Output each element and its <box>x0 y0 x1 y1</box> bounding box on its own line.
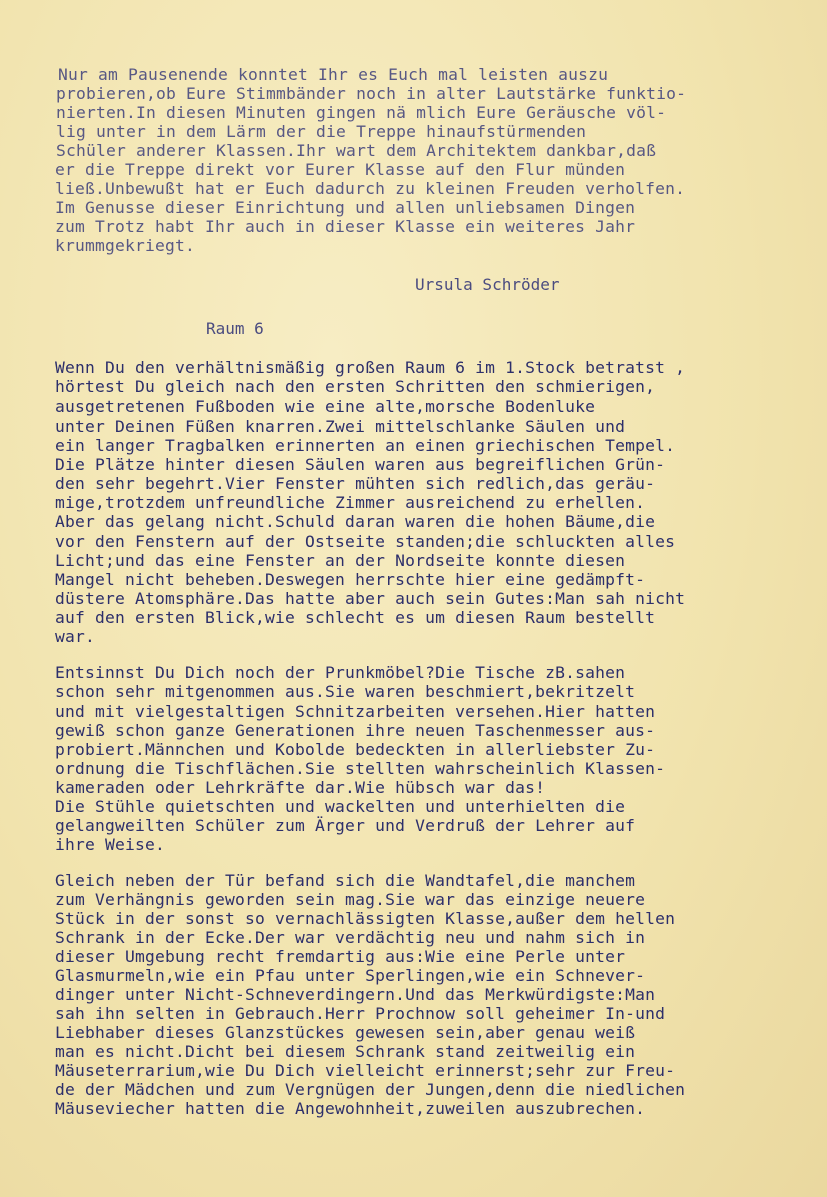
author-signature: Ursula Schröder <box>415 275 560 294</box>
text-line: Schrank in der Ecke.Der war verdächtig neu und nahm sich in <box>55 928 646 947</box>
text-line: mige,trotzdem unfreundliche Zimmer ausreichend zu erhellen. <box>55 493 646 512</box>
text-line: Gleich neben der Tür befand sich die Wandtafel,die manchem <box>55 871 636 890</box>
section-heading: Raum 6 <box>206 319 264 338</box>
text-line: ein langer Tragbalken erinnerten an einen griechischen Tempel. <box>55 436 676 455</box>
text-line: schon sehr mitgenommen aus.Sie waren beschmiert,bekritzelt <box>55 682 636 701</box>
text-line: ausgetretenen Fußboden wie eine alte,morsche Bodenluke <box>55 397 596 416</box>
text-line: ordnung die Tischflächen.Sie stellten wahrscheinlich Klassen- <box>55 759 666 778</box>
text-line: hörtest Du gleich nach den ersten Schritten den schmierigen, <box>55 377 656 396</box>
text-line: Die Plätze hinter diesen Säulen waren aus begreiflichen Grün- <box>55 455 666 474</box>
text-line: Liebhaber dieses Glanzstückes gewesen sein,aber genau weiß <box>55 1023 636 1042</box>
text-line: Stück in der sonst so vernachlässigten Klasse,außer dem hellen <box>55 909 676 928</box>
text-line: vor den Fenstern auf der Ostseite standen;die schluckten alles <box>55 532 676 551</box>
text-line: Wenn Du den verhältnismäßig großen Raum 6 im 1.Stock betratst , <box>55 358 686 377</box>
text-line: kameraden oder Lehrkräfte dar.Wie hübsch war das! <box>55 778 546 797</box>
text-line: zum Verhängnis geworden sein mag.Sie war das einzige neuere <box>55 890 646 909</box>
text-line: Licht;und das eine Fenster an der Nordseite konnte diesen <box>55 551 626 570</box>
text-line: er die Treppe direkt vor Eurer Klasse auf den Flur münden <box>55 160 626 179</box>
text-line: dieser Umgebung recht fremdartig aus:Wie eine Perle unter <box>55 947 626 966</box>
text-line: lig unter in dem Lärm der die Treppe hinaufstürmenden <box>56 122 587 141</box>
text-line: Mäuseviecher hatten die Angewohnheit,zuweilen auszubrechen. <box>55 1099 646 1118</box>
text-line: Im Genusse dieser Einrichtung und allen unliebsamen Dingen <box>55 198 636 217</box>
text-line: Mangel nicht beheben.Deswegen herrschte hier eine gedämpft- <box>55 570 646 589</box>
text-line: nierten.In diesen Minuten gingen nä mlich Eure Geräusche völ- <box>56 103 667 122</box>
text-line: Schüler anderer Klassen.Ihr wart dem Architektem dankbar,daß <box>56 141 657 160</box>
text-line: ihre Weise. <box>55 835 166 854</box>
text-line: zum Trotz habt Ihr auch in dieser Klasse ein weiteres Jahr <box>55 217 636 236</box>
text-line: probieren,ob Eure Stimmbänder noch in alter Lautstärke funktio- <box>56 84 687 103</box>
text-line: düstere Atomsphäre.Das hatte aber auch sein Gutes:Man sah nicht <box>55 589 686 608</box>
text-line: Die Stühle quietschten und wackelten und unterhielten die <box>55 797 626 816</box>
text-line: sah ihn selten in Gebrauch.Herr Prochnow soll geheimer In-und <box>55 1004 666 1023</box>
text-line: Entsinnst Du Dich noch der Prunkmöbel?Die Tische zB.sahen <box>55 663 626 682</box>
text-line: dinger unter Nicht-Schneverdingern.Und das Merkwürdigste:Man <box>55 985 656 1004</box>
text-line: unter Deinen Füßen knarren.Zwei mittelschlanke Säulen und <box>55 417 626 436</box>
text-line: ließ.Unbewußt hat er Euch dadurch zu kleinen Freuden verholfen. <box>55 179 686 198</box>
text-line: Glasmurmeln,wie ein Pfau unter Sperlingen,wie ein Schnever- <box>55 966 646 985</box>
text-line: und mit vielgestaltigen Schnitzarbeiten versehen.Hier hatten <box>55 702 656 721</box>
text-line: man es nicht.Dicht bei diesem Schrank stand zeitweilig ein <box>55 1042 636 1061</box>
text-line: auf den ersten Blick,wie schlecht es um diesen Raum bestellt <box>55 608 656 627</box>
text-line: Mäuseterrarium,wie Du Dich vielleicht erinnerst;sehr zur Freu- <box>55 1061 676 1080</box>
text-line: war. <box>55 627 96 646</box>
text-line: krummgekriegt. <box>55 236 196 255</box>
text-line: gelangweilten Schüler zum Ärger und Verdruß der Lehrer auf <box>55 816 636 835</box>
text-line: Nur am Pausenende konntet Ihr es Euch mal leisten auszu <box>58 65 609 84</box>
text-line: probiert.Männchen und Kobolde bedeckten in allerliebster Zu- <box>55 740 656 759</box>
text-line: Aber das gelang nicht.Schuld daran waren die hohen Bäume,die <box>55 512 656 531</box>
text-line: den sehr begehrt.Vier Fenster mühten sich redlich,das geräu- <box>55 474 656 493</box>
text-line: de der Mädchen und zum Vergnügen der Jungen,denn die niedlichen <box>55 1080 686 1099</box>
text-line: gewiß schon ganze Generationen ihre neuen Taschenmesser aus- <box>55 721 656 740</box>
